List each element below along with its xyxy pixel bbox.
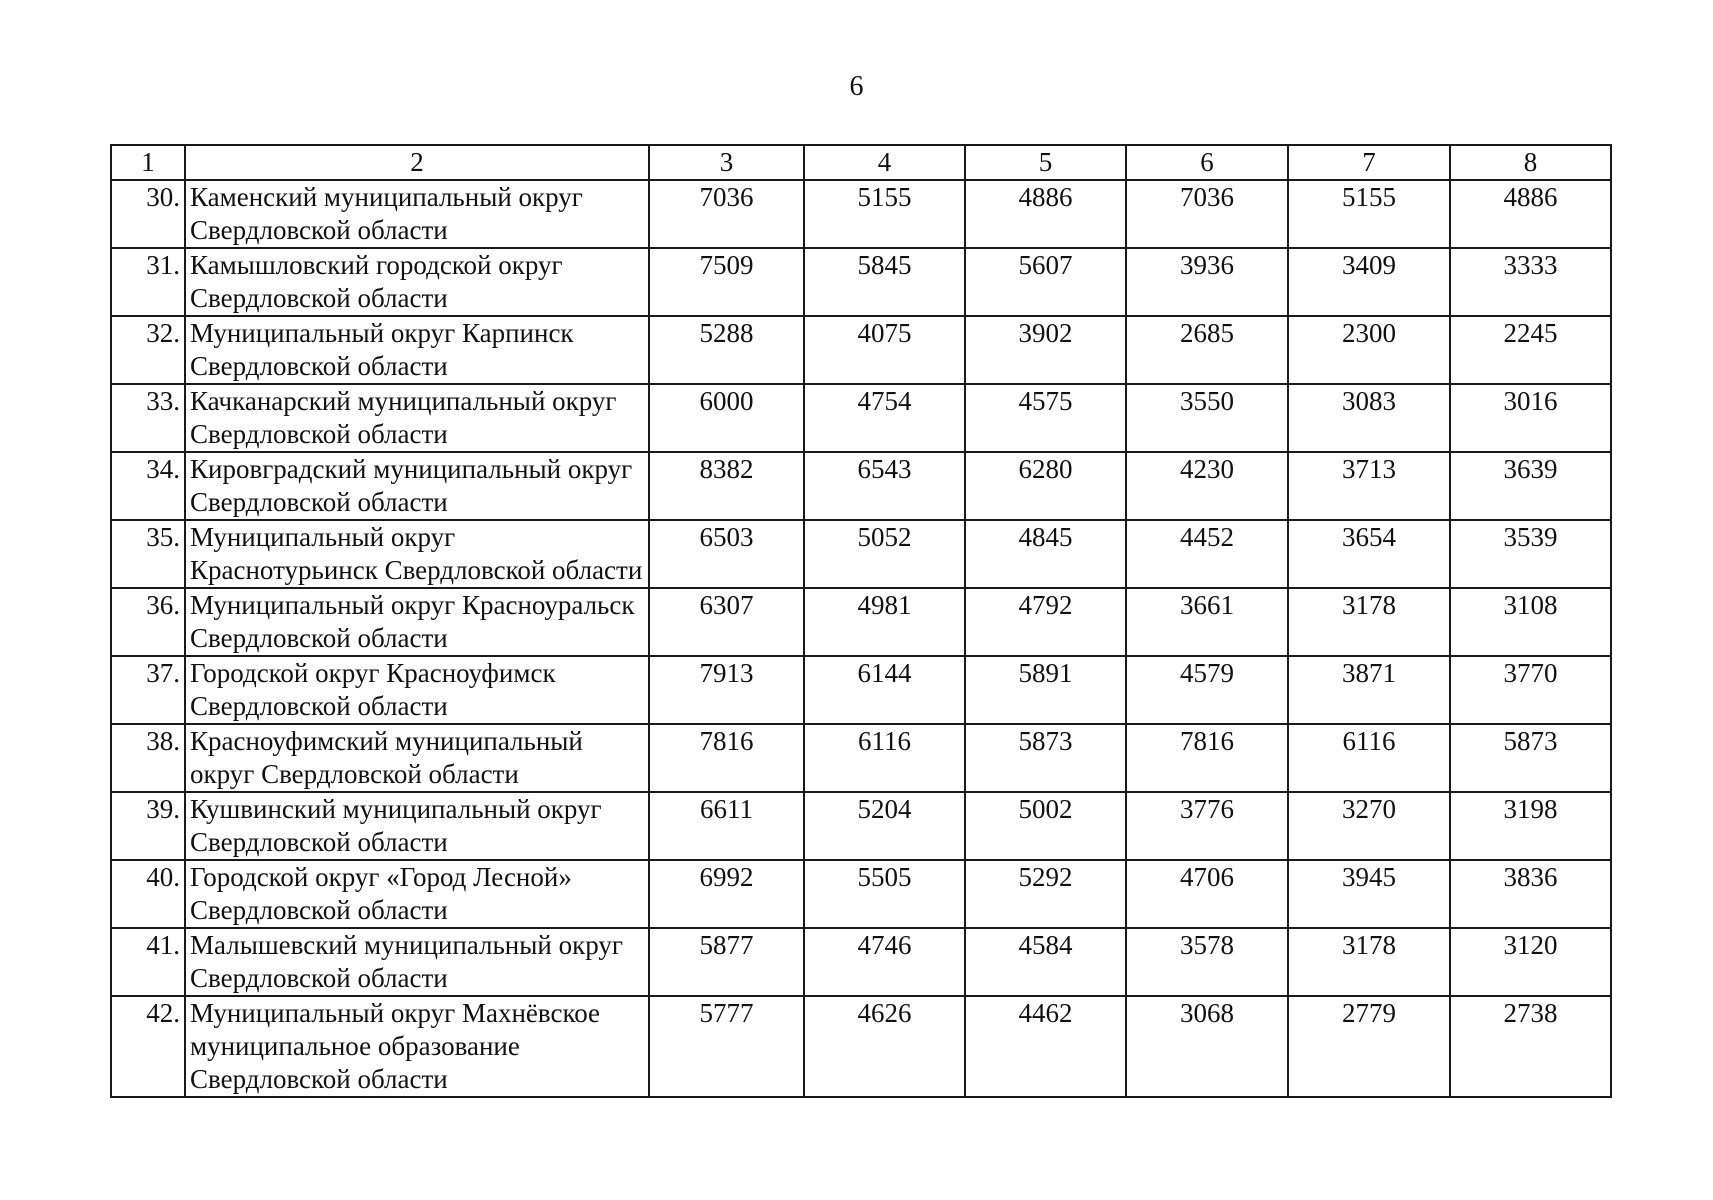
value-cell: 6116 <box>1288 724 1450 792</box>
value-cell: 3936 <box>1126 248 1288 316</box>
value-cell: 5204 <box>804 792 965 860</box>
value-cell: 3108 <box>1450 588 1611 656</box>
value-cell: 7036 <box>1126 180 1288 248</box>
row-number-cell: 30. <box>111 180 185 248</box>
value-cell: 5873 <box>965 724 1126 792</box>
value-cell: 3836 <box>1450 860 1611 928</box>
value-cell: 6116 <box>804 724 965 792</box>
row-number-cell: 41. <box>111 928 185 996</box>
column-header: 3 <box>649 145 804 180</box>
value-cell: 7509 <box>649 248 804 316</box>
data-table <box>110 144 1612 1098</box>
value-cell: 3120 <box>1450 928 1611 996</box>
value-cell: 3550 <box>1126 384 1288 452</box>
value-cell: 6543 <box>804 452 965 520</box>
value-cell: 5288 <box>649 316 804 384</box>
value-cell: 7816 <box>649 724 804 792</box>
value-cell: 7816 <box>1126 724 1288 792</box>
value-cell: 3902 <box>965 316 1126 384</box>
value-cell: 2245 <box>1450 316 1611 384</box>
value-cell: 5873 <box>1450 724 1611 792</box>
row-number-cell: 37. <box>111 656 185 724</box>
column-header: 5 <box>965 145 1126 180</box>
table-row <box>111 452 1611 520</box>
municipality-name-cell: Качканарский муниципальный округ Свердловской области <box>185 384 649 452</box>
value-cell: 2779 <box>1288 996 1450 1097</box>
municipality-name-cell: Кировградский муниципальный округ Свердловской области <box>185 452 649 520</box>
value-cell: 4584 <box>965 928 1126 996</box>
value-cell: 4626 <box>804 996 965 1097</box>
row-number-cell: 36. <box>111 588 185 656</box>
municipality-name-cell: Красноуфимский муниципальный округ Свердловской области <box>185 724 649 792</box>
municipality-name-cell: Камышловский городской округ Свердловской области <box>185 248 649 316</box>
value-cell: 4886 <box>1450 180 1611 248</box>
table-row <box>111 996 1611 1097</box>
value-cell: 4845 <box>965 520 1126 588</box>
row-number-cell: 31. <box>111 248 185 316</box>
value-cell: 5607 <box>965 248 1126 316</box>
municipality-name-cell: Муниципальный округ Махнёвское муниципальное образование Свердловской области <box>185 996 649 1097</box>
value-cell: 5155 <box>804 180 965 248</box>
value-cell: 2300 <box>1288 316 1450 384</box>
value-cell: 3083 <box>1288 384 1450 452</box>
value-cell: 4452 <box>1126 520 1288 588</box>
municipality-name-cell: Каменский муниципальный округ Свердловской области <box>185 180 649 248</box>
value-cell: 3539 <box>1450 520 1611 588</box>
value-cell: 3654 <box>1288 520 1450 588</box>
value-cell: 5505 <box>804 860 965 928</box>
column-header: 8 <box>1450 145 1611 180</box>
value-cell: 6144 <box>804 656 965 724</box>
page-number: 6 <box>849 71 864 102</box>
value-cell: 4579 <box>1126 656 1288 724</box>
municipality-name-cell: Городской округ «Город Лесной» Свердловской области <box>185 860 649 928</box>
value-cell: 3871 <box>1288 656 1450 724</box>
value-cell: 2685 <box>1126 316 1288 384</box>
row-number-cell: 38. <box>111 724 185 792</box>
column-header: 4 <box>804 145 965 180</box>
column-header: 1 <box>111 145 185 180</box>
row-number-cell: 32. <box>111 316 185 384</box>
value-cell: 3333 <box>1450 248 1611 316</box>
value-cell: 7913 <box>649 656 804 724</box>
municipality-name-cell: Малышевский муниципальный округ Свердловской области <box>185 928 649 996</box>
value-cell: 4575 <box>965 384 1126 452</box>
value-cell: 4792 <box>965 588 1126 656</box>
value-cell: 3578 <box>1126 928 1288 996</box>
value-cell: 3409 <box>1288 248 1450 316</box>
value-cell: 3945 <box>1288 860 1450 928</box>
table-row <box>111 248 1611 316</box>
value-cell: 5002 <box>965 792 1126 860</box>
value-cell: 6503 <box>649 520 804 588</box>
table-row <box>111 724 1611 792</box>
table-row <box>111 588 1611 656</box>
value-cell: 3639 <box>1450 452 1611 520</box>
table-row <box>111 180 1611 248</box>
value-cell: 5052 <box>804 520 965 588</box>
row-number-cell: 39. <box>111 792 185 860</box>
value-cell: 5777 <box>649 996 804 1097</box>
row-number-cell: 34. <box>111 452 185 520</box>
value-cell: 4981 <box>804 588 965 656</box>
value-cell: 6307 <box>649 588 804 656</box>
table-row <box>111 928 1611 996</box>
row-number-cell: 35. <box>111 520 185 588</box>
value-cell: 4706 <box>1126 860 1288 928</box>
value-cell: 4746 <box>804 928 965 996</box>
value-cell: 4230 <box>1126 452 1288 520</box>
column-header: 7 <box>1288 145 1450 180</box>
table-row <box>111 656 1611 724</box>
value-cell: 5877 <box>649 928 804 996</box>
value-cell: 2738 <box>1450 996 1611 1097</box>
municipality-name-cell: Муниципальный округ Красноуральск Свердловской области <box>185 588 649 656</box>
value-cell: 3661 <box>1126 588 1288 656</box>
municipality-name-cell: Кушвинский муниципальный округ Свердловской области <box>185 792 649 860</box>
value-cell: 8382 <box>649 452 804 520</box>
municipality-name-cell: Городской округ Красноуфимск Свердловской области <box>185 656 649 724</box>
value-cell: 3198 <box>1450 792 1611 860</box>
value-cell: 6992 <box>649 860 804 928</box>
value-cell: 3770 <box>1450 656 1611 724</box>
value-cell: 4075 <box>804 316 965 384</box>
row-number-cell: 40. <box>111 860 185 928</box>
value-cell: 6000 <box>649 384 804 452</box>
value-cell: 6280 <box>965 452 1126 520</box>
value-cell: 5292 <box>965 860 1126 928</box>
value-cell: 5155 <box>1288 180 1450 248</box>
column-header: 6 <box>1126 145 1288 180</box>
row-number-cell: 33. <box>111 384 185 452</box>
value-cell: 6611 <box>649 792 804 860</box>
value-cell: 3776 <box>1126 792 1288 860</box>
table-header-row <box>111 145 1611 180</box>
value-cell: 3178 <box>1288 928 1450 996</box>
table-row <box>111 792 1611 860</box>
value-cell: 3713 <box>1288 452 1450 520</box>
value-cell: 5845 <box>804 248 965 316</box>
value-cell: 5891 <box>965 656 1126 724</box>
value-cell: 3068 <box>1126 996 1288 1097</box>
value-cell: 4886 <box>965 180 1126 248</box>
row-number-cell: 42. <box>111 996 185 1097</box>
value-cell: 4754 <box>804 384 965 452</box>
table-row <box>111 860 1611 928</box>
value-cell: 7036 <box>649 180 804 248</box>
table-row <box>111 384 1611 452</box>
municipality-name-cell: Муниципальный округ Карпинск Свердловской области <box>185 316 649 384</box>
table-row <box>111 316 1611 384</box>
municipality-name-cell: Муниципальный округ Краснотурьинск Свердловской области <box>185 520 649 588</box>
table-row <box>111 520 1611 588</box>
value-cell: 3270 <box>1288 792 1450 860</box>
value-cell: 4462 <box>965 996 1126 1097</box>
table-body <box>111 180 1611 1097</box>
value-cell: 3016 <box>1450 384 1611 452</box>
value-cell: 3178 <box>1288 588 1450 656</box>
column-header: 2 <box>185 145 649 180</box>
